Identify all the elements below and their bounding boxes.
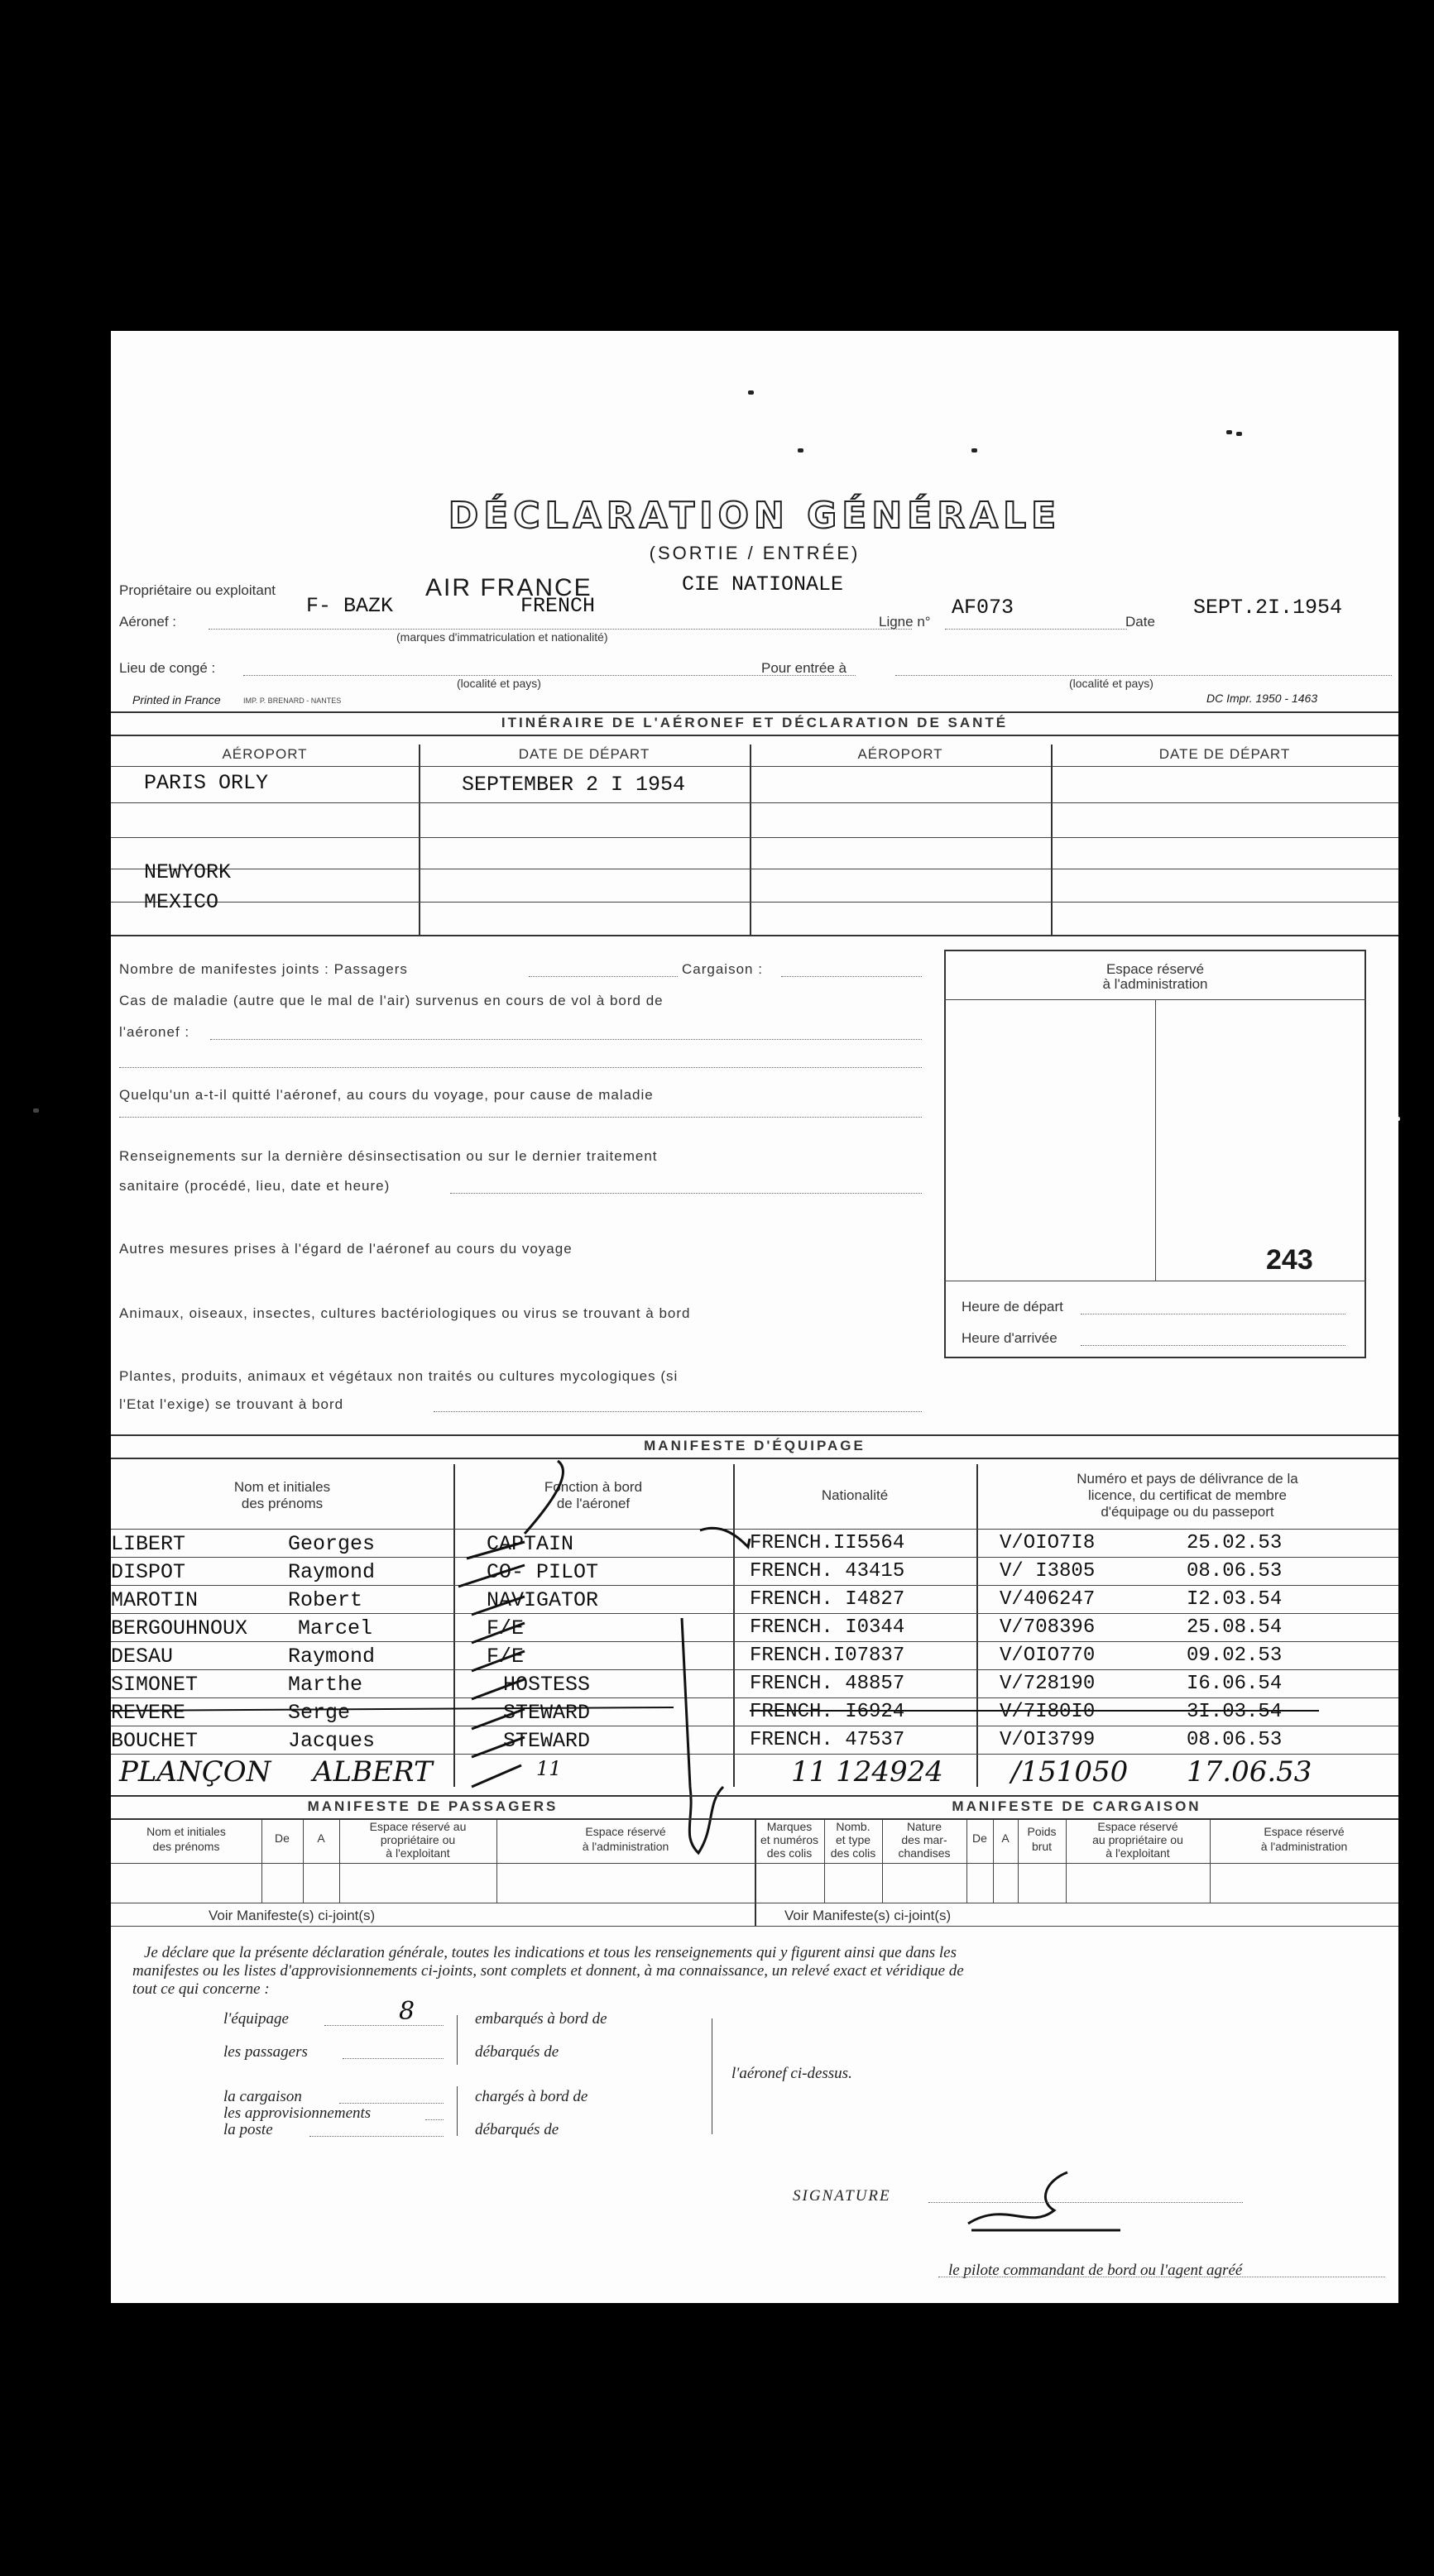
crew-nationality: FRENCH. I6924 bbox=[750, 1701, 905, 1723]
crew-nationality: 11 124924 bbox=[791, 1755, 943, 1788]
crew-col-license-2: licence, du certificat de membre bbox=[1088, 1487, 1287, 1503]
marks-note: (marques d'immatriculation et nationalité) bbox=[396, 630, 608, 644]
pen-stroke bbox=[467, 1542, 525, 1559]
crew-nationality: FRENCH. I0344 bbox=[750, 1616, 905, 1639]
crew-function: STEWARD bbox=[503, 1701, 591, 1725]
manifests-cargo-label: Cargaison : bbox=[682, 961, 763, 977]
crew-function: CAPTAIN bbox=[487, 1532, 574, 1556]
question-disinsection: Renseignements sur la dernière désinsectisation ou sur le dernier traitement bbox=[119, 1148, 658, 1164]
pax-col-from: De bbox=[275, 1831, 290, 1845]
crew-count-value: 8 bbox=[399, 1997, 415, 2026]
arrival-time-label: Heure d'arrivée bbox=[962, 1330, 1058, 1346]
cargo-col-count: Nomb. bbox=[836, 1820, 870, 1833]
declaration-text-2: manifestes ou les listes d'approvisionnements ci-joints, sont complets et donnent, à ma connaissance, un relevé exact et véridique de bbox=[132, 1962, 964, 1980]
crew-col-name: Nom et initiales bbox=[233, 1479, 331, 1495]
pax-col-name-2: des prénoms bbox=[152, 1840, 220, 1853]
crew-count-label: l'équipage bbox=[223, 2010, 289, 2028]
brace bbox=[457, 2086, 458, 2136]
crew-firstname: ALBERT bbox=[313, 1755, 433, 1788]
crew-license: V/ I3805 bbox=[1000, 1560, 1096, 1582]
itinerary-airport-3: MEXICO bbox=[144, 890, 219, 914]
crew-nationality: FRENCH.II5564 bbox=[750, 1532, 905, 1554]
brace bbox=[457, 2015, 458, 2065]
crew-license-date: 3I.03.54 bbox=[1187, 1701, 1283, 1723]
crew-col-function: Fonction à bord bbox=[544, 1479, 643, 1495]
cargo-col-marks: Marques bbox=[766, 1820, 813, 1833]
pen-strikethrough bbox=[111, 1707, 674, 1711]
cargo-col-owner-3: à l'exploitant bbox=[1105, 1846, 1170, 1860]
admin-box-title-2: à l'administration bbox=[1102, 976, 1208, 992]
document-subtitle: (SORTIE / ENTRÉE) bbox=[649, 543, 861, 563]
pen-stroke bbox=[472, 1679, 525, 1699]
declaration-text-3: tout ce qui concerne : bbox=[132, 1980, 270, 1998]
crew-nationality: FRENCH. 43415 bbox=[750, 1560, 905, 1582]
question-plants-cont: l'Etat l'exige) se trouvant à bord bbox=[119, 1396, 344, 1412]
crew-surname: LIBERT bbox=[111, 1532, 186, 1556]
col-departure-date-2: DATE DE DÉPART bbox=[1158, 746, 1291, 762]
flight-date: SEPT.2I.1954 bbox=[1193, 596, 1343, 620]
pax-col-to: A bbox=[317, 1831, 325, 1845]
itinerary-airport-1: PARIS ORLY bbox=[144, 771, 269, 795]
pax-col-owner: Espace réservé au bbox=[369, 1820, 467, 1833]
crew-function: F/E bbox=[487, 1645, 525, 1669]
owner-label: Propriétaire ou exploitant bbox=[119, 582, 276, 598]
crew-license-date: I2.03.54 bbox=[1187, 1588, 1283, 1611]
departure-time-label: Heure de départ bbox=[962, 1299, 1063, 1314]
admin-box-title: Espace réservé bbox=[1105, 961, 1205, 977]
signature-label: SIGNATURE bbox=[793, 2187, 891, 2205]
declaration-form bbox=[111, 331, 1398, 2303]
document-title: DÉCLARATION GÉNÉRALE bbox=[448, 495, 1062, 537]
pax-col-admin: Espace réservé bbox=[585, 1825, 666, 1838]
supplies-label: les approvisionnements bbox=[223, 2104, 372, 2122]
pen-markings bbox=[111, 331, 1398, 2303]
departure-label: Lieu de congé : bbox=[119, 660, 216, 676]
crew-license-date: 08.06.53 bbox=[1187, 1729, 1283, 1751]
dotted-line bbox=[309, 2136, 444, 2137]
pax-col-admin-2: à l'administration bbox=[582, 1840, 669, 1853]
crew-license: V/OI3799 bbox=[1000, 1729, 1096, 1751]
dotted-line bbox=[425, 2119, 444, 2120]
passenger-section-title: MANIFESTE DE PASSAGERS bbox=[307, 1798, 559, 1814]
printer-name: IMP. P. BRENARD - NANTES bbox=[243, 697, 342, 705]
cargo-section-title: MANIFESTE DE CARGAISON bbox=[952, 1798, 1201, 1814]
crew-firstname: Raymond bbox=[288, 1645, 376, 1669]
question-other-measures: Autres mesures prises à l'égard de l'aéronef au cours du voyage bbox=[119, 1241, 573, 1257]
crew-firstname: Georges bbox=[288, 1532, 376, 1556]
col-departure-date: DATE DE DÉPART bbox=[518, 746, 650, 762]
crew-license-date: 09.02.53 bbox=[1187, 1645, 1283, 1667]
line-label: Ligne n° bbox=[879, 614, 931, 630]
pen-stroke bbox=[472, 1651, 525, 1671]
speck bbox=[33, 1108, 39, 1113]
aircraft-registration: F- BAZK bbox=[306, 594, 394, 618]
crew-nationality: FRENCH. 47537 bbox=[750, 1729, 905, 1751]
locality-note-2: (localité et pays) bbox=[1069, 677, 1153, 690]
pen-stroke bbox=[472, 1737, 525, 1757]
cargo-col-marks-3: des colis bbox=[766, 1846, 813, 1860]
cargo-col-nature-3: chandises bbox=[898, 1846, 951, 1860]
rule bbox=[111, 1795, 1398, 1797]
cargo-col-admin-2: à l'administration bbox=[1260, 1840, 1348, 1853]
cargo-col-from: De bbox=[972, 1831, 987, 1845]
crew-license-date: I6.06.54 bbox=[1187, 1673, 1283, 1695]
unloaded-label: débarqués de bbox=[475, 2121, 559, 2138]
crew-license-date: 25.08.54 bbox=[1187, 1616, 1283, 1639]
owner-cie: CIE NATIONALE bbox=[682, 572, 844, 596]
crew-firstname: Serge bbox=[288, 1701, 351, 1725]
destination-label: Pour entrée à bbox=[761, 660, 847, 676]
passengers-label: les passagers bbox=[223, 2043, 308, 2061]
crew-col-function-2: de l'aéronef bbox=[556, 1496, 631, 1511]
crew-nationality: FRENCH. 48857 bbox=[750, 1673, 905, 1695]
rule bbox=[111, 1863, 1398, 1864]
crew-license: V/708396 bbox=[1000, 1616, 1096, 1639]
rule bbox=[111, 1926, 1398, 1927]
embarked-label: embarqués à bord de bbox=[475, 2010, 607, 2028]
col-airport-2: AÉROPORT bbox=[857, 746, 943, 762]
aircraft-above-label: l'aéronef ci-dessus. bbox=[731, 2065, 852, 2082]
pax-col-owner-3: à l'exploitant bbox=[386, 1846, 450, 1860]
cargo-col-owner-2: au propriétaire ou bbox=[1092, 1833, 1183, 1846]
pen-stroke bbox=[525, 1461, 563, 1534]
crew-firstname: Jacques bbox=[288, 1729, 376, 1753]
crew-surname: SIMONET bbox=[111, 1673, 199, 1697]
crew-surname: DISPOT bbox=[111, 1560, 186, 1584]
cargo-col-admin: Espace réservé bbox=[1264, 1825, 1345, 1838]
crew-col-nationality: Nationalité bbox=[821, 1487, 889, 1503]
itinerary-date-1: SEPTEMBER 2 I 1954 bbox=[462, 773, 686, 797]
question-illness-cont: l'aéronef : bbox=[119, 1024, 190, 1040]
itinerary-airport-2: NEWYORK bbox=[144, 860, 232, 884]
cargo-col-nature-2: des mar- bbox=[901, 1833, 947, 1846]
crew-surname: PLANÇON bbox=[119, 1755, 271, 1788]
crew-function: NAVIGATOR bbox=[487, 1588, 599, 1612]
cargo-col-weight: Poids bbox=[1027, 1825, 1057, 1838]
dotted-line bbox=[343, 2058, 444, 2059]
crew-surname: BERGOUHNOUX bbox=[111, 1616, 248, 1640]
disembarked-label: débarqués de bbox=[475, 2043, 559, 2061]
cargo-col-to: A bbox=[1001, 1831, 1010, 1845]
dotted-line bbox=[324, 2025, 444, 2026]
crew-function: HOSTESS bbox=[503, 1673, 591, 1697]
mail-label: la poste bbox=[223, 2121, 273, 2138]
cargo-col-marks-2: et numéros bbox=[760, 1833, 819, 1846]
crew-nationality: FRENCH.I07837 bbox=[750, 1645, 905, 1667]
crew-nationality: FRENCH. I4827 bbox=[750, 1588, 905, 1611]
crew-license-date: 17.06.53 bbox=[1187, 1755, 1312, 1788]
form-reference: DC Impr. 1950 - 1463 bbox=[1206, 692, 1318, 705]
crew-surname: DESAU bbox=[111, 1645, 174, 1669]
printed-in-france: Printed in France bbox=[132, 693, 221, 706]
crew-firstname: Marthe bbox=[288, 1673, 363, 1697]
crew-col-name-2: des prénoms bbox=[241, 1496, 324, 1511]
cargo-col-nature: Nature bbox=[906, 1820, 942, 1833]
cargo-col-weight-2: brut bbox=[1031, 1840, 1053, 1853]
question-plants: Plantes, produits, animaux et végétaux non traités ou cultures mycologiques (si bbox=[119, 1368, 679, 1384]
pen-stroke bbox=[472, 1597, 525, 1615]
crew-col-license-3: d'équipage ou du passeport bbox=[1101, 1504, 1274, 1520]
cargo-col-count-3: des colis bbox=[830, 1846, 876, 1860]
crew-license: V/OIO770 bbox=[1000, 1645, 1096, 1667]
crew-function: CO- PILOT bbox=[487, 1560, 599, 1584]
locality-note: (localité et pays) bbox=[457, 677, 541, 690]
crew-license: V/406247 bbox=[1000, 1588, 1096, 1611]
line-number: AF073 bbox=[952, 596, 1014, 620]
cargo-see-manifest: Voir Manifeste(s) ci-joint(s) bbox=[784, 1908, 952, 1923]
crew-license-date: 25.02.53 bbox=[1187, 1532, 1283, 1554]
signer-role: le pilote commandant de bord ou l'agent agréé bbox=[948, 2262, 1243, 2279]
pen-stroke bbox=[458, 1565, 525, 1587]
pax-see-manifest: Voir Manifeste(s) ci-joint(s) bbox=[209, 1908, 376, 1923]
question-left-aircraft: Quelqu'un a-t-il quitté l'aéronef, au cours du voyage, pour cause de maladie bbox=[119, 1087, 654, 1103]
cargo-col-count-2: et type bbox=[835, 1833, 871, 1846]
cargo-col-owner: Espace réservé bbox=[1097, 1820, 1178, 1833]
crew-section-title: MANIFESTE D'ÉQUIPAGE bbox=[644, 1438, 866, 1453]
pax-col-owner-2: propriétaire ou bbox=[380, 1833, 456, 1846]
crew-license: V/7I80I0 bbox=[1000, 1701, 1096, 1723]
crew-surname: REVERE bbox=[111, 1701, 186, 1725]
loaded-label: chargés à bord de bbox=[475, 2088, 588, 2105]
crew-function: STEWARD bbox=[503, 1729, 591, 1753]
pax-col-name: Nom et initiales bbox=[146, 1825, 226, 1838]
date-label: Date bbox=[1125, 614, 1155, 630]
crew-firstname: Robert bbox=[288, 1588, 363, 1612]
pen-stroke bbox=[472, 1623, 525, 1643]
itinerary-section-title: ITINÉRAIRE DE L'AÉRONEF ET DÉCLARATION DE SANTÉ bbox=[501, 715, 1009, 730]
crew-col-license: Numéro et pays de délivrance de la bbox=[1077, 1471, 1298, 1487]
declaration-text: Je déclare que la présente déclaration générale, toutes les indications et tous les renseignements qui y figurent ainsi que dans les bbox=[144, 1944, 957, 1961]
crew-license-date: 08.06.53 bbox=[1187, 1560, 1283, 1582]
question-disinsection-cont: sanitaire (procédé, lieu, date et heure) bbox=[119, 1178, 391, 1194]
pen-stroke bbox=[472, 1765, 521, 1787]
crew-license: V/728190 bbox=[1000, 1673, 1096, 1695]
crew-license: V/OIO7I8 bbox=[1000, 1532, 1096, 1554]
aircraft-nationality: FRENCH bbox=[520, 594, 596, 618]
crew-surname: BOUCHET bbox=[111, 1729, 199, 1753]
cargo-label: la cargaison bbox=[223, 2088, 302, 2105]
aircraft-label: Aéronef : bbox=[119, 614, 176, 630]
crew-firstname: Raymond bbox=[288, 1560, 376, 1584]
pen-brace bbox=[700, 1528, 750, 1547]
crew-function: 11 bbox=[536, 1757, 562, 1780]
col-airport: AÉROPORT bbox=[222, 746, 308, 762]
pen-signature bbox=[968, 2172, 1120, 2230]
owner-value: AIR FRANCE bbox=[425, 574, 592, 601]
crew-firstname: Marcel bbox=[298, 1616, 373, 1640]
question-animals: Animaux, oiseaux, insectes, cultures bactériologiques ou virus se trouvant à bord bbox=[119, 1305, 691, 1321]
pen-stroke bbox=[472, 1709, 525, 1729]
signature-line bbox=[928, 2202, 1243, 2203]
admin-stamp-number: 243 bbox=[1266, 1244, 1313, 1276]
crew-license: /151050 bbox=[1011, 1755, 1129, 1788]
dotted-line bbox=[339, 2103, 444, 2104]
crew-surname: MAROTIN bbox=[111, 1588, 199, 1612]
manifests-passengers-label: Nombre de manifestes joints : Passagers bbox=[119, 961, 408, 977]
crew-function: F/E bbox=[487, 1616, 525, 1640]
question-illness: Cas de maladie (autre que le mal de l'air) survenus en cours de vol à bord de bbox=[119, 993, 664, 1008]
